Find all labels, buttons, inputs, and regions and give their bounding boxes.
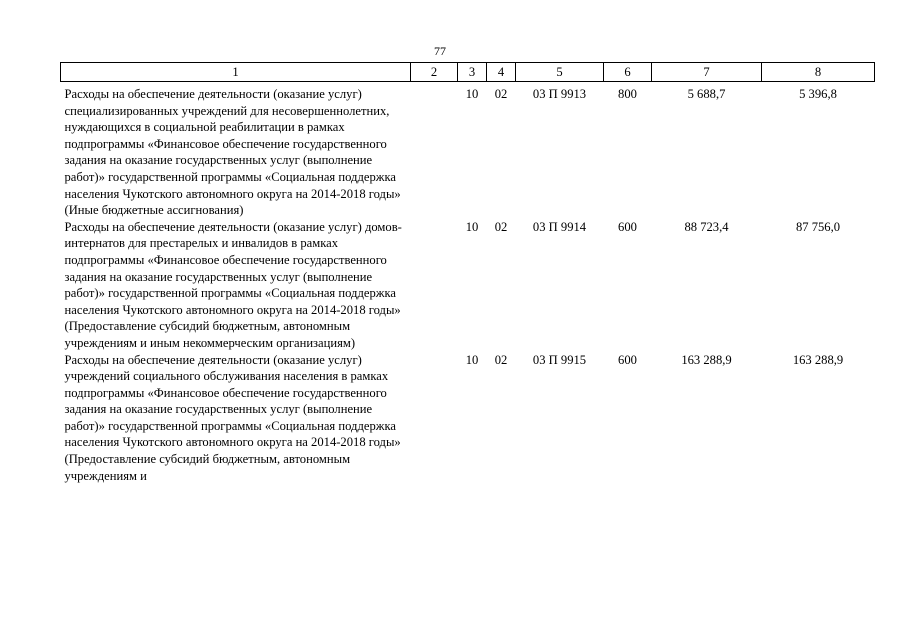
row-target-article: 03 П 9915: [532, 352, 587, 367]
header-col-8: 8: [762, 63, 875, 82]
row-col2: [411, 82, 458, 219]
row-subsection: 02: [494, 219, 508, 234]
row-expense-type: 600: [618, 352, 637, 367]
row-description: Расходы на обеспечение деятельности (оказание услуг) специализированных учреждений для несовершеннолетних, нуждающихся в социальной реабилитации в рамках подпрограммы «Финансовое обеспечение государственного задания на оказание государственных услуг (выполнение работ)» государственной программы «Социальная поддержка населения Чукотского автономного округа на 2014-2018 годы» (Иные бюджетные ассигнования): [64, 87, 401, 218]
row-expense-type: 800: [618, 87, 637, 101]
row-amount-1: 5 688,7: [687, 87, 726, 101]
table-row: [61, 352, 875, 485]
row-col2: [411, 219, 458, 352]
header-col-3: 3: [458, 63, 487, 82]
header-col-2: 2: [411, 63, 458, 82]
row-amount-1: 88 723,4: [684, 219, 729, 234]
budget-table: [60, 62, 875, 484]
header-col-1: 1: [61, 63, 411, 82]
row-amount-2: 87 756,0: [795, 219, 841, 234]
header-col-4: 4: [487, 63, 516, 82]
row-section: 10: [465, 87, 479, 101]
row-subsection: 02: [494, 87, 508, 101]
table-row: [61, 219, 875, 352]
row-expense-type: 600: [618, 219, 637, 234]
row-amount-2: 5 396,8: [799, 87, 837, 101]
row-target-article: 03 П 9913: [532, 87, 587, 101]
row-description: Расходы на обеспечение деятельности (оказание услуг) домов-интернатов для престарелых и инвалидов в рамках подпрограммы «Финансовое обеспечение государственного задания на оказание государственных услуг (выполнение работ)» государственной программы «Социальная поддержка населения Чукотского автономного округа на 2014-2018 годы» (Предоставление субсидий бюджетным, автономным учреждениям и иным некоммерческим организациям): [64, 219, 402, 350]
row-amount-2: 163 288,9: [792, 352, 844, 367]
row-col2: [411, 352, 458, 485]
row-amount-1: 163 288,9: [681, 352, 732, 367]
header-col-7: 7: [652, 63, 762, 82]
row-subsection: 02: [494, 352, 508, 367]
row-section: 10: [465, 219, 479, 234]
table-header-row: [61, 63, 875, 82]
table-row: [61, 82, 875, 219]
row-description: Расходы на обеспечение деятельности (оказание услуг) учреждений социального обслуживания населения в рамках подпрограммы «Финансовое обеспечение государственного задания на оказание государственных услуг (выполнение работ)» государственной программы «Социальная поддержка населения Чукотского автономного округа на 2014-2018 годы» (Предоставление субсидий бюджетным, автономным учреждениям и: [64, 352, 401, 483]
header-col-6: 6: [604, 63, 652, 82]
row-target-article: 03 П 9914: [532, 219, 587, 234]
header-col-5: 5: [516, 63, 604, 82]
row-section: 10: [465, 352, 479, 367]
page-number: 77: [434, 44, 446, 58]
